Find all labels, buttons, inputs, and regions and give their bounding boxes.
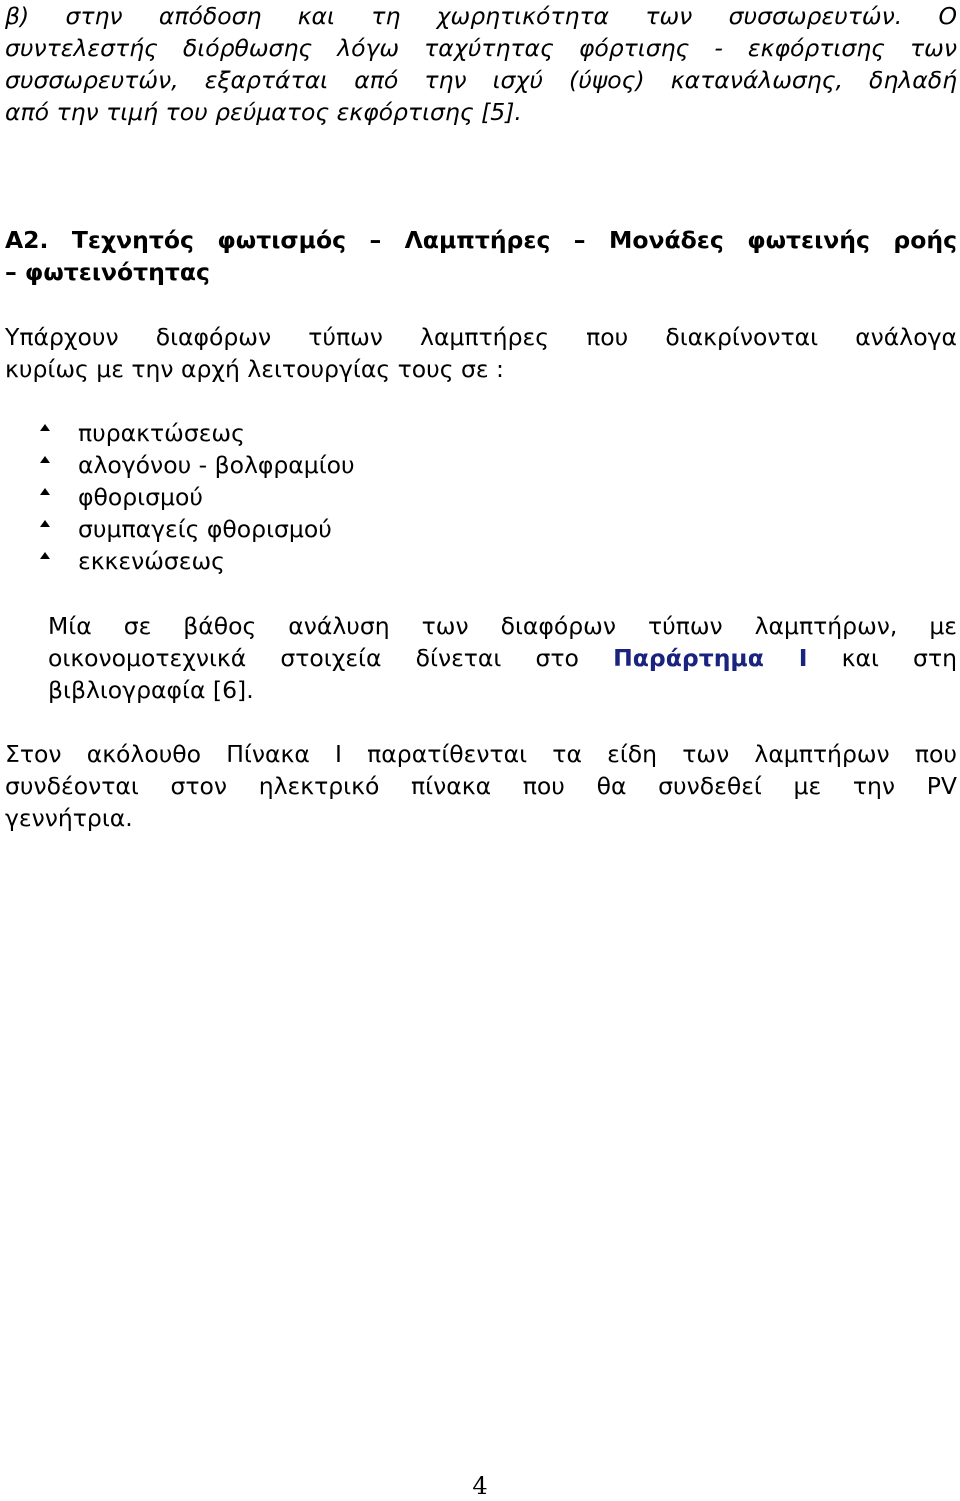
table-intro-line: συνδέονται στον ηλεκτρικό πίνακα που θα συνδεθεί με την PV (5, 772, 957, 800)
bullet-icon (40, 456, 50, 463)
bullet-icon (40, 552, 50, 559)
list-item (40, 417, 355, 449)
page-number: 4 (472, 1472, 488, 1500)
analysis-text: και στη (807, 644, 957, 672)
table-intro-line: γεννήτρια. (5, 804, 133, 832)
appendix-link[interactable]: Παράρτημα I (613, 644, 808, 672)
section-heading-line: – φωτεινότητας (5, 258, 210, 286)
list-item (40, 449, 355, 481)
lamp-type-label: εκκενώσεως (78, 547, 225, 575)
lamp-type-label: αλογόνου - βολφραμίου (78, 451, 355, 479)
intro-paragraph (5, 0, 957, 128)
intro-line: από την τιμή του ρεύματος εκφόρτισης [5]. (5, 98, 522, 126)
intro-line: συσσωρευτών, εξαρτάται από την ισχύ (ύψος) κατανάλωσης, δηλαδή (5, 66, 957, 94)
analysis-line: βιβλιογραφία [6]. (48, 676, 254, 704)
list-item (40, 545, 355, 577)
analysis-line: Μία σε βάθος ανάλυση των διαφόρων τύπων λαμπτήρων, με (48, 612, 957, 640)
bullet-icon (40, 488, 50, 495)
list-item (40, 481, 355, 513)
bullet-icon (40, 424, 50, 431)
bullet-icon (40, 520, 50, 527)
lamp-type-label: συμπαγείς φθορισμού (78, 515, 332, 543)
table-intro-paragraph (5, 738, 957, 834)
list-item (40, 513, 355, 545)
analysis-paragraph (48, 610, 957, 706)
section-heading (5, 224, 957, 288)
types-paragraph (5, 321, 957, 385)
section-heading-line: A2. Τεχνητός φωτισμός – Λαμπτήρες – Μονάδες φωτεινής ροής (5, 226, 957, 254)
types-line: κυρίως με την αρχή λειτουργίας τους σε : (5, 355, 504, 383)
analysis-line (48, 642, 957, 674)
lamp-types-list (40, 417, 355, 577)
analysis-text: οικονομοτεχνικά στοιχεία δίνεται στο (48, 644, 614, 672)
types-line: Υπάρχουν διαφόρων τύπων λαμπτήρες που διακρίνονται ανάλογα (5, 323, 957, 351)
intro-line: β) στην απόδοση και τη χωρητικότητα των συσσωρευτών. Ο (5, 2, 957, 30)
lamp-type-label: φθορισμού (78, 483, 203, 511)
lamp-type-label: πυρακτώσεως (78, 419, 245, 447)
table-intro-line: Στον ακόλουθο Πίνακα I παρατίθενται τα είδη των λαμπτήρων που (5, 740, 957, 768)
intro-line: συντελεστής διόρθωσης λόγω ταχύτητας φόρτισης - εκφόρτισης των (5, 34, 957, 62)
